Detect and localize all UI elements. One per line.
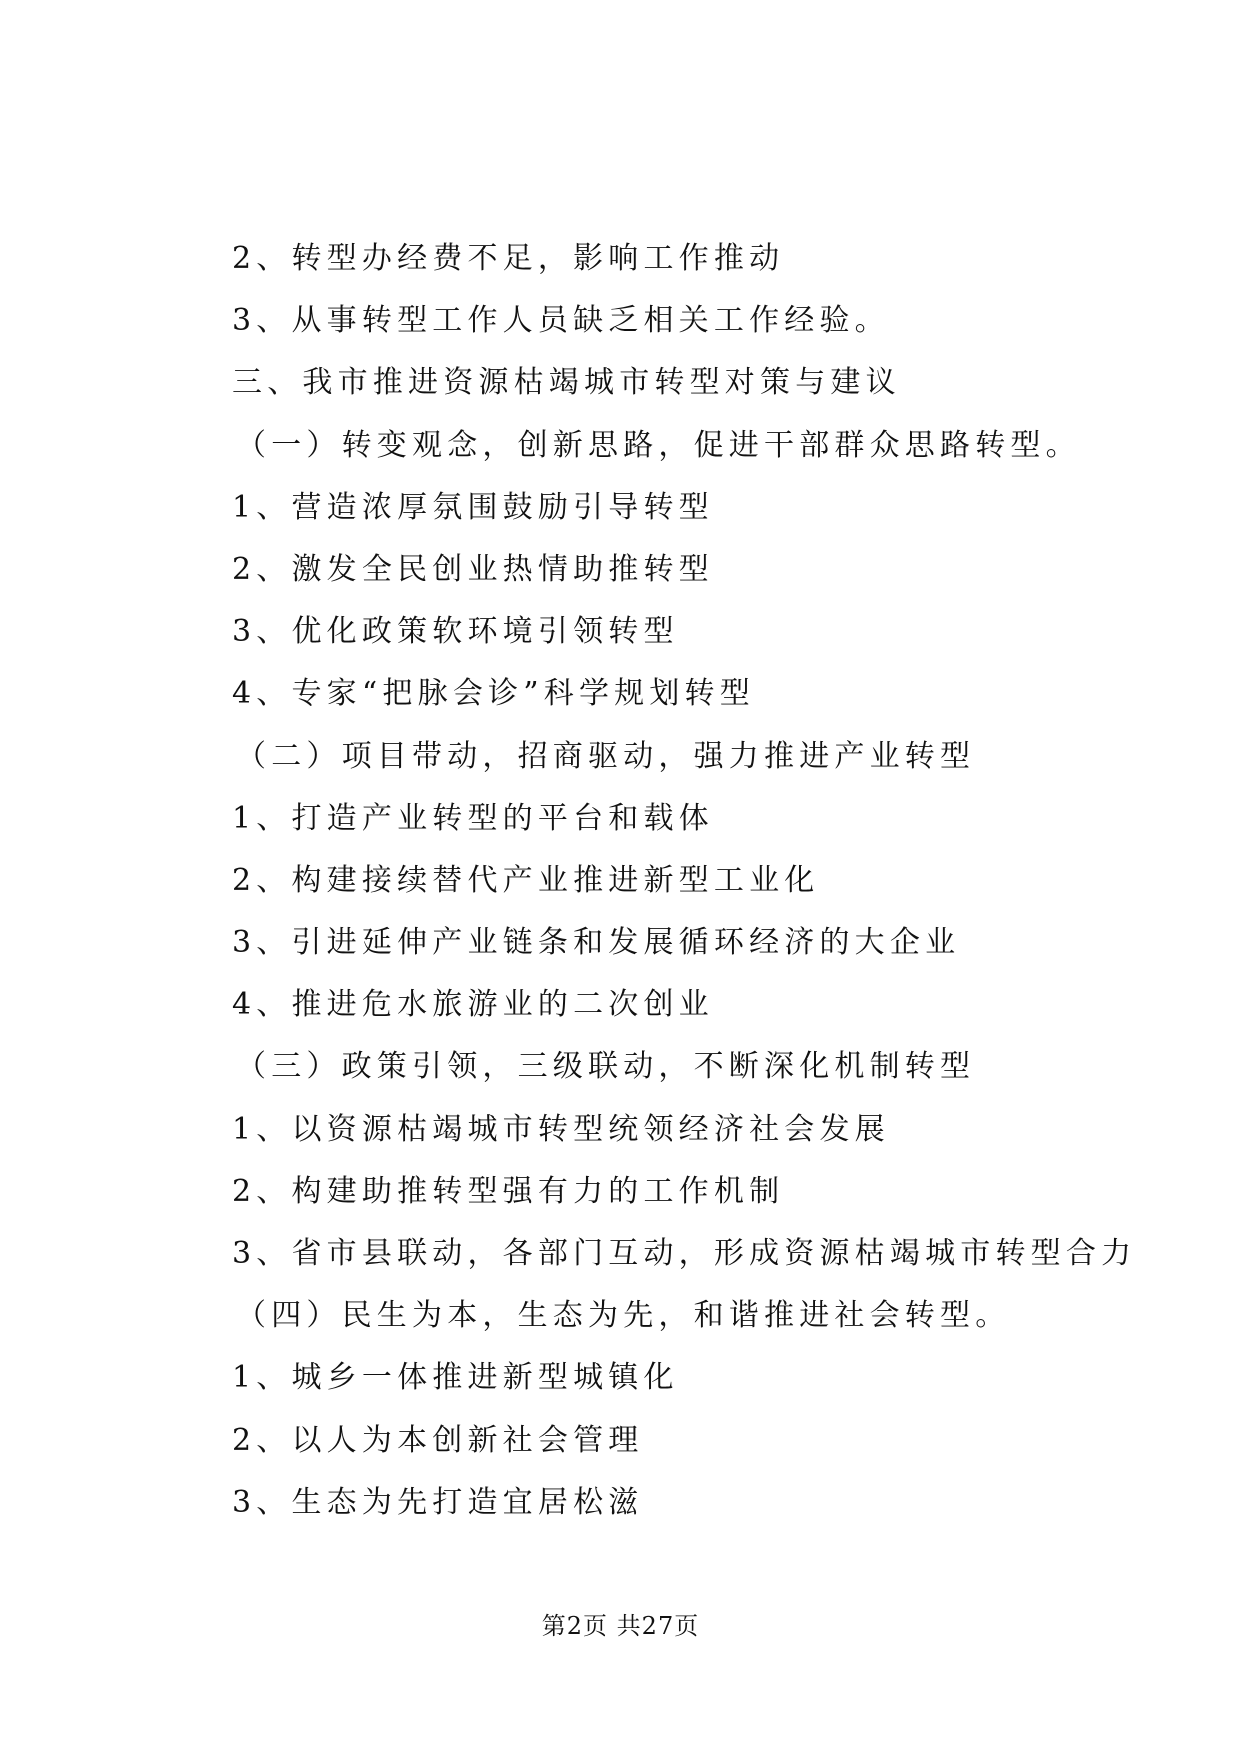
subsection-heading: （三）政策引领，三级联动，不断深化机制转型 [236,1049,976,1085]
text-line: 2、构建接续替代产业推进新型工业化 [232,862,820,898]
text-line: 1、以资源枯竭城市转型统领经济社会发展 [232,1111,890,1147]
text-line: 3、生态为先打造宜居松滋 [232,1484,644,1520]
text-line: 1、营造浓厚氛围鼓励引导转型 [232,489,714,525]
text-line: 4、推进危水旅游业的二次创业 [232,987,714,1023]
text-line: 1、打造产业转型的平台和载体 [232,800,714,836]
text-line: 3、优化政策软环境引领转型 [232,614,679,650]
text-line: 3、从事转型工作人员缺乏相关工作经验。 [232,303,890,339]
text-line: 3、省市县联动，各部门互动，形成资源枯竭城市转型合力 [232,1236,1137,1271]
text-line: 2、转型办经费不足，影响工作推动 [232,241,785,276]
subsection-heading: （二）项目带动，招商驱动，强力推进产业转型 [236,738,976,774]
text-line: 2、以人为本创新社会管理 [232,1422,644,1458]
text-line: 2、激发全民创业热情助推转型 [232,551,714,587]
page-footer: 第2页 共27页 [541,1612,700,1640]
document-body [232,228,1192,1534]
text-line: 1、城乡一体推进新型城镇化 [232,1360,679,1396]
text-line: 4、专家“把脉会诊”科学规划转型 [232,676,755,712]
subsection-heading: （一）转变观念，创新思路，促进干部群众思路转型。 [236,427,1081,463]
subsection-heading: （四）民生为本，生态为先，和谐推进社会转型。 [236,1298,1011,1334]
section-heading: 三、我市推进资源枯竭城市转型对策与建议 [232,365,901,401]
text-line: 3、引进延伸产业链条和发展循环经济的大企业 [232,925,961,961]
text-line: 2、构建助推转型强有力的工作机制 [232,1173,785,1209]
